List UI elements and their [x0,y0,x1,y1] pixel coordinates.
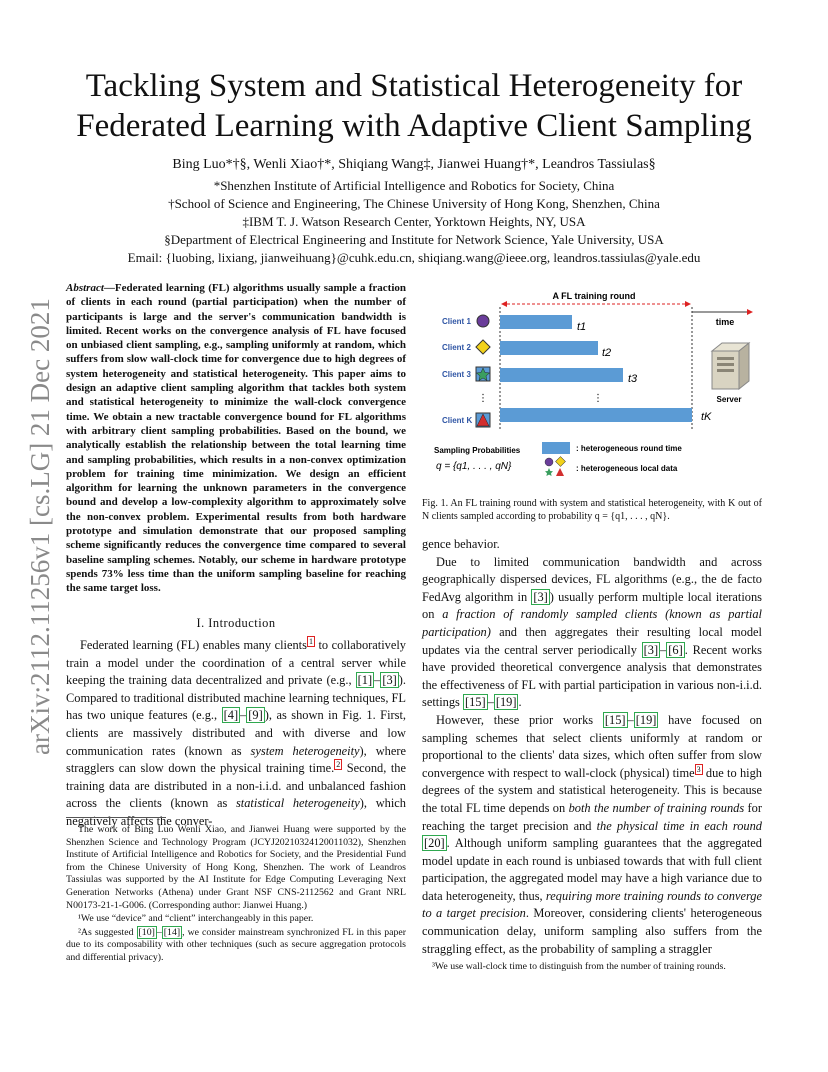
citation-link[interactable]: [15] [604,712,626,727]
abstract-label: Abstract [66,282,104,294]
client-2-bar [500,341,598,355]
citation-link[interactable]: [15] [464,695,486,710]
citation-link[interactable]: [14] [163,926,181,938]
abstract-text: —Federated learning (FL) algorithms usually sample a fraction of clients in each round (partial participation) when the number of participants is large and the server's communication bandwidth is limited. Recent works on the convergence analysis of FL have focused on unbiased client sampling, e.g., sampling uniformly at random, which suffers from slow wall-clock time for convergence due to high degrees of system heterogeneity and statistical heterogeneity. This paper aims to design an adaptive client sampling algorithm that tackles both system and statistical heterogeneity to minimize the wall-clock convergence time. We obtain a new tractable convergence bound for FL algorithms with arbitrary client sampling probabilities. Based on the bound, we analytically establish the relationship between the total learning time and sampling probabilities, which results in a non-convex optimization problem for training time minimization. We design an efficient algorithm for learning the unknown parameters in the convergence bound and develop a low-complexity algorithm to approximately solve the non-convex problem. Experimental results from both hardware prototype and simulation demonstrate that our proposed sampling scheme significantly reduces the convergence time compared to several baseline sampling schemes. Notably, our scheme in hardware prototype spends 73% less time than the uniform sampling baseline for reaching the same target loss. [66,282,406,595]
citation-link[interactable]: [3] [382,673,397,688]
server-icon [712,343,749,389]
text-span: ), where stragglers can slow down the physical training time. [66,743,406,776]
affiliation-4: §Department of Electrical Engineering and Institute for Network Science, Yale University, USA [164,232,664,247]
affiliation-1: *Shenzhen Institute of Artificial Intelligence and Robotics for Society, China [213,178,615,193]
text-span: . Although uniform sampling guarantees that the aggregated model update in each round is unbiased towards that with full client participation, the aggregated model may have a high variance due to data heterogeneity, thus, [422,836,762,903]
arxiv-identifier: arXiv:2112.11256v1 [cs.LG] 21 Dec 2021 [25,298,55,755]
figure-1 [422,285,762,485]
emphasis: system heterogeneity [250,743,360,758]
footnote-link-3[interactable]: 3 [696,764,701,774]
client-3-bar [500,368,623,382]
continuation-text: gence behavior. [422,537,500,551]
legend-circle-icon [545,458,553,466]
citation-link[interactable]: [19] [635,712,657,727]
client-3-label: Client 3 [442,370,471,379]
legend-data-label: : heterogeneous local data [576,464,678,473]
legend-diamond-icon [556,457,566,467]
funding-footnote: The work of Bing Luo Wenli Xiao, and Jianwei Huang were supported by the Shenzhen Science and Technology Program (JCYJ20210324120011032), Shenzhen Institute of Artificial Intelligence and Robotics for Society, and the Presidential Fund from the Chinese University of Hong Kong, Shenzhen. The work of Leandros Tassiulas was supported by the AI Institute for Edge Computing Leveraging Next Generation Networks (Athena) under Grant NSF CNS-2112562 and Grant NRL N00173-21-1-G006. (Corresponding author: Jianwei Huang.) [66,824,406,911]
client-1-bar [500,315,572,329]
footnote-link-1[interactable]: 1 [308,636,313,646]
text-span: ), as shown in Fig. 1. First, clients are massively distributed and with diverse and low communication rates (known as [66,708,407,758]
right-column-body [422,536,762,958]
footnote-link-2[interactable]: 2 [336,760,341,770]
citation-link[interactable]: [3] [643,642,659,657]
ellipsis-left: ⋮ [478,393,488,404]
emphasis: a fraction of randomly sampled clients (known as partial participation) [422,607,762,639]
emphasis: both the number of training rounds [568,800,745,815]
server-label: Server [716,395,742,404]
emphasis: statistical heterogeneity [235,796,360,811]
text-span: However, these prior works [436,712,603,727]
client-2-label: Client 2 [442,343,471,352]
legend-time-label: : heterogeneous round time [576,444,682,453]
text-span: – [660,642,667,657]
text-span: Second, the training data are distributed in a non-i.i.d. and unbalanced fashion across the clients (known as [66,761,406,811]
affiliation-3: ‡IBM T. J. Watson Research Center, Yorktown Heights, NY, USA [242,214,586,229]
text-span: – [374,673,381,688]
title-line-1: Tackling System and Statistical Heterogeneity for [85,68,743,104]
legend-star-icon [545,468,553,476]
emphasis: requiring more training rounds to converge to a target precision [422,888,763,921]
citation-link[interactable]: [1] [357,673,373,688]
time-label: time [715,317,735,327]
arxiv-stamp [19,287,59,757]
intro-paragraph-1 [66,637,406,831]
intro-paragraph-2 [422,554,762,712]
text-span: ), which negatively affects the conver- [66,796,406,828]
text-span: ²As suggested [78,926,137,938]
abstract [66,281,406,596]
footnote-rule [66,817,166,818]
sampling-formula: q = {q1, . . . , qN} [436,461,512,472]
citation-link[interactable]: [19] [495,695,517,710]
text-span: ). Compared to traditional distributed machine learning techniques, FL has two unique features (e.g., [66,673,406,723]
client-k-label: Client K [442,416,473,425]
citation-link[interactable]: [3] [533,589,548,604]
client-k-time: tK [701,411,712,423]
text-span: to collaboratively train a model under the coordination of a central server while keeping the training data decentralized and private (e.g., [66,638,406,688]
author-list: Bing Luo*†§, Wenli Xiao†*, Shiqiang Wang‡, Jianwei Huang†*, Leandros Tassiulas§ [172,157,656,172]
text-span: have focused on sampling schemes that select clients uniformly at random or proportional to the clients' data sizes, which often suffer from slow convergence with respect to wall-clock (physical) time [422,712,762,780]
client-2-time: t2 [602,347,612,359]
client-k-bar [500,408,692,422]
footnote-3: ³We use wall-clock time to distinguish from the number of training rounds. [432,961,726,972]
text-span: and then aggregates their resulting local model updates via the central server periodically [422,624,762,657]
text-span: due to high degrees of the system and statistical heterogeneity. This is because the total FL time depends on [422,765,762,815]
section-heading-introduction: I. Introduction [196,616,276,630]
text-span: – [627,712,634,727]
text-span: for reaching the target precision and [422,800,763,833]
figure-title: A FL training round [552,291,636,301]
citation-link[interactable]: [20] [424,836,445,851]
citation-link[interactable]: [10] [138,926,155,938]
text-span: – [487,695,494,710]
title-line-2: Federated Learning with Adaptive Client Sampling [76,108,752,144]
affiliations [40,177,788,267]
text-span: . [518,695,522,710]
text-span: – [156,926,162,938]
text-span: Due to limited communication bandwidth and across geographically dispersed devices, FL algorithms (e.g., the de facto FedAvg algorithm in [422,554,762,604]
emphasis: the physical time in each round [596,818,762,833]
citation-link[interactable]: [4] [223,708,239,723]
client-1-label: Client 1 [442,317,471,326]
client-3-time: t3 [628,373,638,385]
client-2-diamond-icon [476,340,490,354]
client-1-circle-icon [477,315,489,327]
paper-title [40,66,788,146]
legend-time-swatch [542,442,570,454]
citation-link[interactable]: [6] [668,642,683,657]
footnote-2 [66,927,406,965]
text-span: . Recent works have provided theoretical convergence analysis that demonstrates the effectiveness of FL with partial participation in various non-i.i.d. settings [422,642,762,710]
email-line: Email: {luobing, lixiang, jianweihuang}@cuhk.edu.cn, shiqiang.wang@ieee.org, leandros.tassiulas@yale.edu [127,250,701,265]
footnote-1: ¹We use “device” and “client” interchangeably in this paper. [78,913,314,925]
ellipsis-mid: ⋮ [593,393,603,404]
legend-triangle-icon [556,468,564,476]
affiliation-2: †School of Science and Engineering, The Chinese University of Hong Kong, Shenzhen, China [168,196,660,211]
text-span: ) usually perform multiple local iterations on [422,589,762,622]
footnotes-left [66,824,406,966]
text-span: – [240,708,247,723]
text-span: . Moreover, considering clients' heterogeneous communication delay, uniform sampling also suffers from the straggling effect, as the probability of sampling a straggler [422,906,762,956]
citation-link[interactable]: [9] [248,708,263,723]
intro-paragraph-3 [422,712,762,958]
text-span: , we consider mainstream synchronized FL in this paper due to its composability with other techniques (such as secure aggregation protocols and differential privacy). [66,926,406,963]
client-1-time: t1 [577,321,587,333]
text-span: Federated learning (FL) enables many clients [80,638,307,652]
figure-caption: Fig. 1. An FL training round with system and statistical heterogeneity, with K out of N clients sampled according to probability q = {q1, . . . , qN}. [422,498,762,523]
sampling-label: Sampling Probabilities [434,446,521,455]
